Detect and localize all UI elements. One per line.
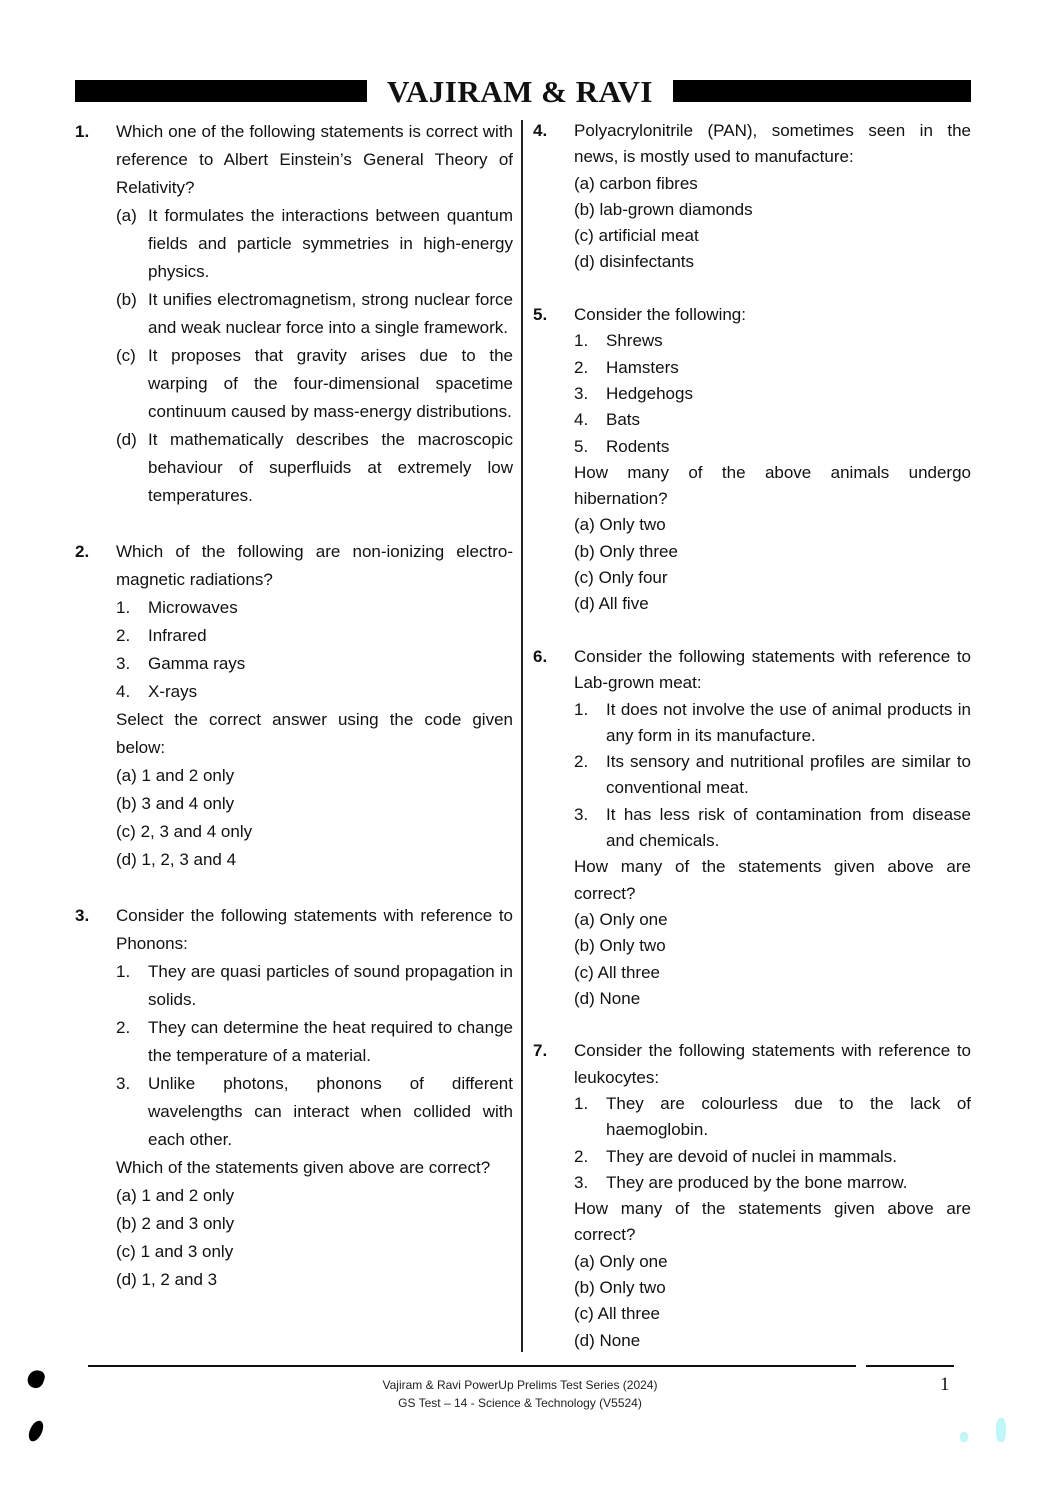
- option-label: (b): [116, 290, 137, 309]
- statement-item: [116, 1070, 513, 1154]
- question-stem: Consider the following:: [574, 305, 746, 325]
- question-block: [75, 902, 513, 1294]
- question-block: [75, 538, 513, 874]
- question-number: 3.: [75, 906, 90, 925]
- option-text: None: [599, 988, 641, 1008]
- statement-text: Bats: [606, 410, 641, 430]
- option-text: All three: [597, 962, 660, 982]
- statement-item: [574, 1091, 971, 1144]
- option-text: Only four: [598, 568, 668, 588]
- page-number: 1: [940, 1374, 950, 1395]
- answer-option: [574, 591, 971, 617]
- scan-mark: [960, 1432, 968, 1442]
- option-label: (d): [574, 594, 595, 614]
- answer-option: [574, 933, 971, 959]
- statement-text: Infrared: [148, 626, 207, 645]
- statement-text: They are quasi particles of sound propagation in solids.: [148, 962, 513, 1009]
- option-text: It proposes that gravity arises due to the warping of the four-dimensional spacetime continuum caused by mass-energy distributions.: [148, 346, 513, 421]
- option-label: (a): [574, 515, 595, 535]
- option-label: (b): [574, 1278, 595, 1298]
- statement-number: 1.: [116, 962, 131, 981]
- footer-series: Vajiram & Ravi PowerUp Prelims Test Series (2024): [382, 1378, 658, 1392]
- option-label: (c): [574, 226, 594, 246]
- statement-number: 1.: [116, 598, 131, 617]
- option-label: (d): [116, 430, 137, 449]
- statement-number: 2.: [574, 357, 589, 377]
- question-number: 1.: [75, 122, 90, 141]
- option-text: artificial meat: [598, 226, 699, 246]
- option-text: It unifies electromagnetism, strong nuclear force and weak nuclear force into a single framework.: [148, 290, 513, 337]
- answer-option: [574, 249, 971, 275]
- question-stem: Polyacrylonitrile (PAN), sometimes seen in the news, is mostly used to manufacture:: [574, 121, 971, 167]
- option-text: It formulates the interactions between quantum fields and particle symmetries in high-energy physics.: [148, 206, 513, 281]
- statement-number: 3.: [116, 654, 131, 673]
- statement-item: [116, 678, 513, 706]
- question-block: [75, 118, 513, 510]
- question-prompt: How many of the above animals undergo hibernation?: [574, 462, 971, 509]
- answer-option: [116, 762, 513, 790]
- statement-item: [116, 594, 513, 622]
- answer-option: [116, 1182, 513, 1210]
- question-number: 6.: [533, 646, 548, 666]
- question-block: [533, 302, 971, 618]
- statement-item: [116, 1014, 513, 1070]
- option-label: (b): [116, 794, 137, 813]
- footer-test: GS Test – 14 - Science & Technology (V5524): [398, 1396, 642, 1410]
- statement-item: [574, 328, 971, 354]
- statement-text: They are produced by the bone marrow.: [606, 1172, 908, 1192]
- statement-item: [116, 622, 513, 650]
- answer-option: [574, 565, 971, 591]
- answer-option: [574, 960, 971, 986]
- answer-option: [116, 790, 513, 818]
- answer-option: [116, 426, 513, 510]
- option-label: (c): [574, 568, 594, 588]
- option-text: Only two: [599, 936, 666, 956]
- statement-text: They can determine the heat required to change the temperature of a material.: [148, 1018, 513, 1065]
- option-label: (a): [574, 173, 595, 193]
- answer-option: [116, 342, 513, 426]
- question-prompt: How many of the statements given above are correct?: [574, 857, 971, 903]
- statement-number: 1.: [574, 699, 589, 719]
- statement-text: Gamma rays: [148, 654, 246, 673]
- right-column: [533, 118, 971, 1380]
- statement-item: [574, 802, 971, 855]
- statement-number: 2.: [574, 752, 589, 772]
- statement-text: Its sensory and nutritional profiles are similar to conventional meat.: [606, 752, 971, 798]
- question-number: 2.: [75, 542, 90, 561]
- option-text: All five: [598, 594, 649, 614]
- option-label: (b): [574, 936, 595, 956]
- statement-number: 4.: [116, 682, 131, 701]
- question-number: 5.: [533, 305, 548, 325]
- answer-option: [574, 1301, 971, 1327]
- statement-text: Hamsters: [606, 357, 679, 377]
- option-label: (d): [116, 1270, 137, 1289]
- statement-number: 5.: [574, 436, 589, 456]
- option-text: None: [599, 1330, 641, 1350]
- statement-item: [574, 434, 971, 460]
- statement-item: [574, 749, 971, 802]
- option-label: (c): [574, 1304, 594, 1324]
- answer-option: [574, 1275, 971, 1301]
- statement-text: It has less risk of contamination from disease and chemicals.: [606, 804, 971, 851]
- statement-number: 3.: [574, 1172, 589, 1192]
- option-text: Only one: [599, 1251, 668, 1271]
- option-text: All three: [597, 1304, 660, 1324]
- option-label: (b): [574, 199, 595, 219]
- left-column: [75, 118, 513, 1322]
- answer-option: [574, 539, 971, 565]
- statement-item: [116, 650, 513, 678]
- option-text: Only two: [599, 515, 666, 535]
- option-label: (b): [116, 1214, 137, 1233]
- question-number: 7.: [533, 1041, 548, 1061]
- answer-option: [574, 223, 971, 249]
- column-divider: [521, 120, 523, 1352]
- statement-text: They are colourless due to the lack of haemoglobin.: [606, 1093, 971, 1140]
- answer-option: [574, 907, 971, 933]
- statement-item: [574, 1170, 971, 1196]
- option-label: (d): [574, 988, 595, 1008]
- question-stem: Consider the following statements with reference to leukocytes:: [574, 1041, 971, 1087]
- option-text: 2 and 3 only: [141, 1214, 235, 1233]
- option-text: disinfectants: [599, 252, 695, 272]
- option-label: (c): [116, 1242, 136, 1261]
- option-label: (a): [116, 766, 137, 785]
- option-text: Only two: [599, 1278, 666, 1298]
- question-stem: Consider the following statements with reference to Lab-grown meat:: [574, 646, 971, 693]
- answer-option: [574, 171, 971, 197]
- scan-mark: [26, 1418, 46, 1443]
- statement-number: 3.: [574, 383, 589, 403]
- statement-item: [574, 355, 971, 381]
- answer-option: [574, 1328, 971, 1354]
- statement-number: 3.: [574, 804, 589, 824]
- option-label: (d): [116, 850, 137, 869]
- option-text: 1, 2, 3 and 4: [141, 850, 237, 869]
- statement-text: Microwaves: [148, 598, 238, 617]
- answer-option: [116, 1210, 513, 1238]
- option-text: 3 and 4 only: [141, 794, 235, 813]
- statement-item: [574, 1144, 971, 1170]
- option-text: 1, 2 and 3: [141, 1270, 218, 1289]
- answer-option: [574, 986, 971, 1012]
- footer-rule: [88, 1365, 856, 1367]
- statement-text: It does not involve the use of animal products in any form in its manufacture.: [606, 699, 971, 745]
- option-label: (a): [116, 1186, 137, 1205]
- question-prompt: How many of the statements given above are correct?: [574, 1199, 971, 1245]
- option-text: 1 and 2 only: [141, 1186, 235, 1205]
- option-text: carbon fibres: [599, 173, 698, 193]
- answer-option: [116, 1238, 513, 1266]
- question-prompt: Which of the statements given above are correct?: [116, 1158, 491, 1177]
- option-text: lab-grown diamonds: [599, 199, 753, 219]
- question-stem: Which of the following are non-ionizing electro-magnetic radiations?: [116, 542, 513, 589]
- answer-option: [116, 1266, 513, 1294]
- statement-item: [574, 381, 971, 407]
- answer-option: [574, 1249, 971, 1275]
- answer-option: [574, 197, 971, 223]
- statement-item: [116, 958, 513, 1014]
- option-text: Only three: [599, 541, 678, 561]
- answer-option: [116, 818, 513, 846]
- question-block: [533, 1038, 971, 1354]
- option-label: (a): [574, 1251, 595, 1271]
- question-stem: Which one of the following statements is correct with reference to Albert Einstein’s General Theory of Relativity?: [116, 122, 513, 197]
- option-label: (a): [574, 909, 595, 929]
- answer-option: [116, 202, 513, 286]
- option-label: (c): [116, 346, 136, 365]
- option-label: (a): [116, 206, 137, 225]
- question-block: [533, 118, 971, 276]
- option-label: (c): [574, 962, 594, 982]
- question-prompt: Select the correct answer using the code given below:: [116, 710, 513, 757]
- option-label: (b): [574, 541, 595, 561]
- statement-number: 2.: [116, 1018, 131, 1037]
- option-text: It mathematically describes the macroscopic behaviour of superfluids at extremely low temperatures.: [148, 430, 513, 505]
- statement-number: 4.: [574, 410, 589, 430]
- statement-number: 1.: [574, 1093, 589, 1113]
- option-label: (c): [116, 822, 136, 841]
- statement-text: Hedgehogs: [606, 383, 693, 403]
- option-text: 1 and 3 only: [140, 1242, 234, 1261]
- question-number: 4.: [533, 121, 548, 140]
- statement-number: 3.: [116, 1074, 131, 1093]
- statement-text: Rodents: [606, 436, 670, 456]
- statement-text: Unlike photons, phonons of different wavelengths can interact when collided with each other.: [148, 1074, 513, 1149]
- question-stem: Consider the following statements with reference to Phonons:: [116, 906, 513, 953]
- option-text: Only one: [599, 909, 668, 929]
- statement-number: 2.: [116, 626, 131, 645]
- statement-number: 2.: [574, 1146, 589, 1166]
- statement-text: They are devoid of nuclei in mammals.: [606, 1146, 898, 1166]
- answer-option: [116, 846, 513, 874]
- question-block: [533, 644, 971, 1012]
- footer-rule-short: [866, 1365, 954, 1367]
- statement-text: Shrews: [606, 331, 663, 351]
- option-text: 1 and 2 only: [141, 766, 235, 785]
- header-title: VAJIRAM & RAVI: [367, 72, 673, 112]
- answer-option: [116, 286, 513, 342]
- option-label: (d): [574, 1330, 595, 1350]
- scan-mark: [996, 1418, 1006, 1442]
- statement-text: X-rays: [148, 682, 198, 701]
- scan-mark: [25, 1368, 46, 1390]
- option-label: (d): [574, 252, 595, 272]
- statement-item: [574, 407, 971, 433]
- statement-number: 1.: [574, 331, 589, 351]
- statement-item: [574, 697, 971, 750]
- option-text: 2, 3 and 4 only: [140, 822, 253, 841]
- answer-option: [574, 512, 971, 538]
